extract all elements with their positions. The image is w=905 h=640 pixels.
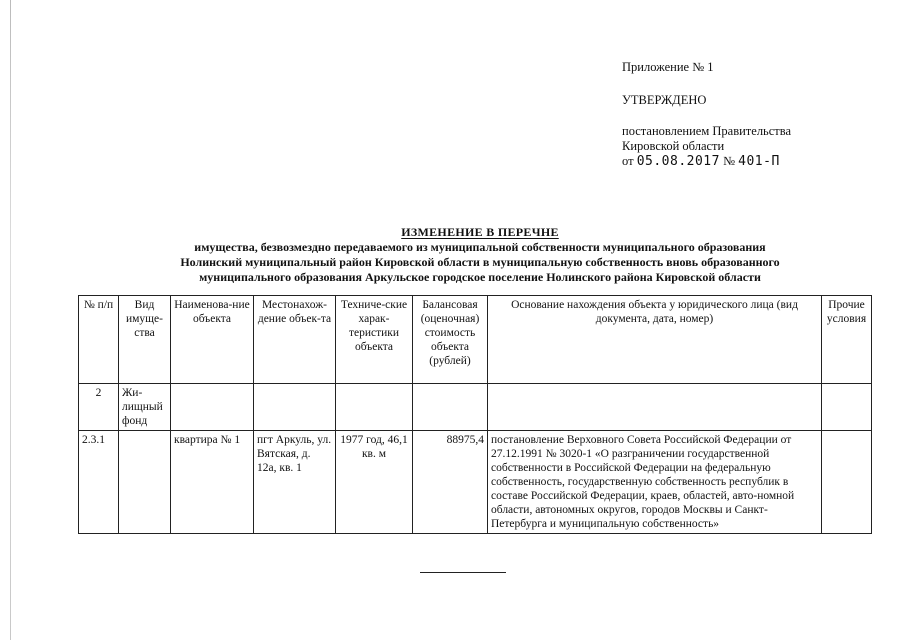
header-balance: Балансовая (оценочная) стоимость объекта (рублей) [413, 296, 488, 384]
group-empty-cell [336, 384, 413, 431]
group-empty-cell [413, 384, 488, 431]
handwritten-date: 05.08.2017 [636, 154, 720, 169]
item-tech: 1977 год, 46,1 кв. м [336, 431, 413, 534]
header-name: Наименова-ние объекта [171, 296, 254, 384]
item-basis: постановление Верховного Совета Российской Федерации от 27.12.1991 № 3020-1 «О разграничении государственной собственности в Российской Федерации на федеральную собственность, государственную собственность республик в составе Российской Федерации, краев, областей, авто-номной области, автономных округов, городов Москвы и Санкт-Петербурга и муниципальную собственность» [488, 431, 822, 534]
header-num: № п/п [79, 296, 119, 384]
header-tech: Техниче-ские харак-теристики объекта [336, 296, 413, 384]
group-empty-cell [254, 384, 336, 431]
document-title [90, 225, 870, 285]
group-empty-cell [171, 384, 254, 431]
item-num: 2.3.1 [79, 431, 119, 534]
resolution-line-1: постановлением Правительства [622, 124, 792, 138]
group-empty-cell [822, 384, 872, 431]
date-prefix: от [622, 154, 634, 168]
approved-label: УТВЕРЖДЕНО [622, 93, 707, 107]
group-empty-cell [488, 384, 822, 431]
item-location: пгт Аркуль, ул. Вятская, д. 12а, кв. 1 [254, 431, 336, 534]
item-name: квартира № 1 [171, 431, 254, 534]
scan-edge-shadow [10, 0, 11, 640]
number-sign: № [723, 154, 736, 168]
title-line-1: имущества, безвозмездно передаваемого из муниципальной собственности муниципального образования [194, 240, 766, 254]
table-row-item [79, 431, 872, 534]
header-other: Прочие условия [822, 296, 872, 384]
group-type: Жи-лищный фонд [119, 384, 171, 431]
title-line-2: Нолинский муниципальный район Кировской области в муниципальную собственность вновь образованного [180, 255, 780, 269]
title-main: ИЗМЕНЕНИЕ В ПЕРЕЧНЕ [401, 225, 559, 239]
resolution-date-line [622, 154, 892, 169]
property-table [78, 295, 872, 534]
handwritten-number: 401-П [738, 154, 780, 169]
item-other [822, 431, 872, 534]
title-line-3: муниципального образования Аркульское городское поселение Нолинского района Кировской области [199, 270, 761, 284]
item-balance: 88975,4 [413, 431, 488, 534]
item-type [119, 431, 171, 534]
group-num: 2 [79, 384, 119, 431]
header-location: Местонахож-дение объек-та [254, 296, 336, 384]
resolution-line-2: Кировской области [622, 139, 725, 153]
approval-block [622, 60, 892, 169]
table-header-row [79, 296, 872, 384]
header-type: Вид имуще-ства [119, 296, 171, 384]
header-basis: Основание нахождения объекта у юридического лица (вид документа, дата, номер) [488, 296, 822, 384]
appendix-label: Приложение № 1 [622, 60, 714, 74]
table-row-group [79, 384, 872, 431]
footer-divider [420, 572, 506, 573]
